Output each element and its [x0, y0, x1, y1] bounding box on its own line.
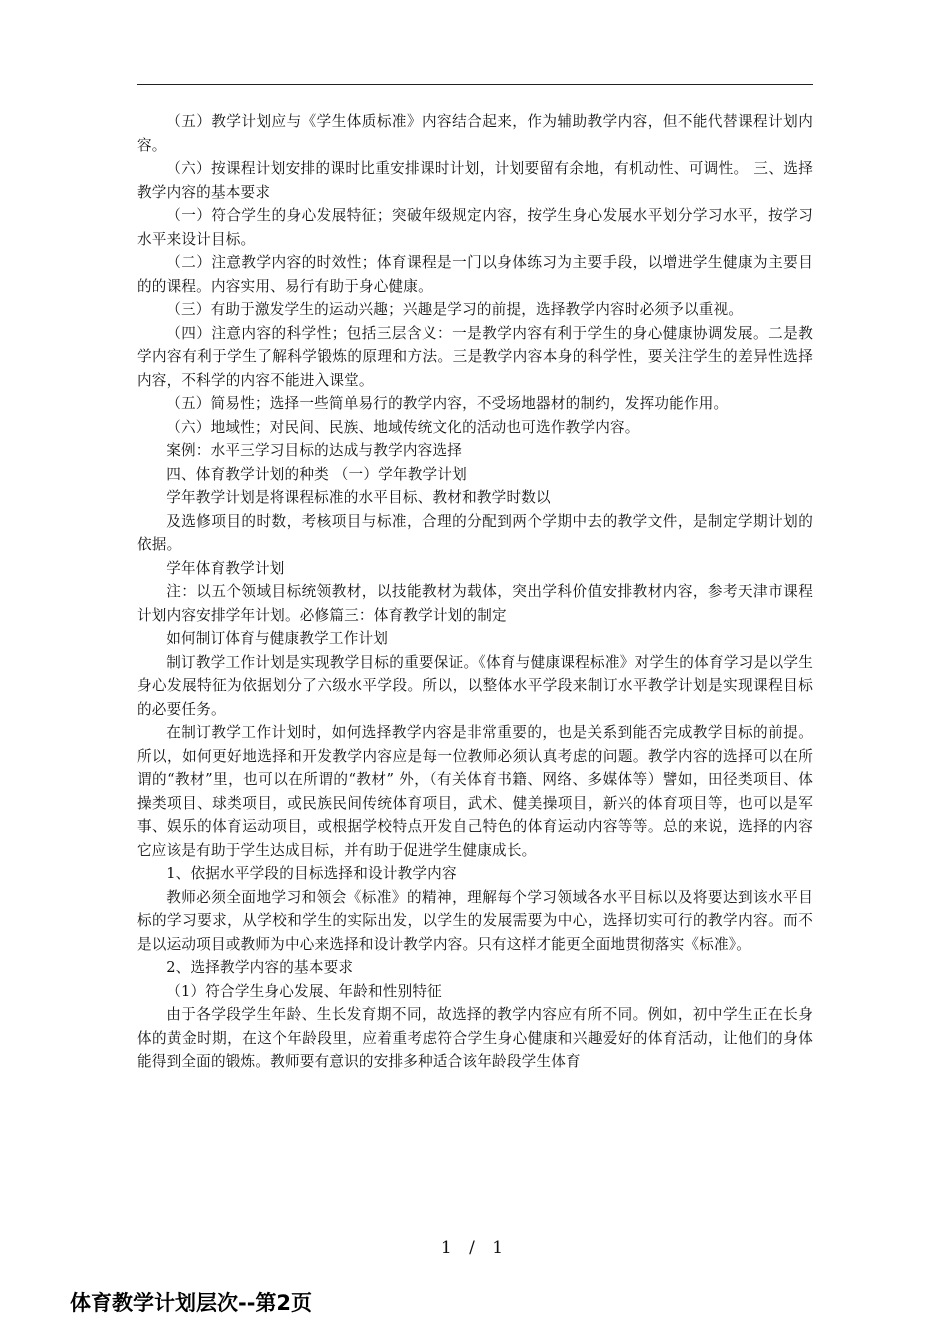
footer-title: 体育教学计划层次--第2页	[70, 1291, 313, 1315]
paragraph: 学年教学计划是将课程标准的水平目标、教材和教学时数以	[166, 489, 551, 506]
paragraph: 学年体育教学计划	[166, 559, 285, 577]
paragraph: 注：以五个领域目标统领教材，以技能教材为载体，突出学科价值安排教材内容，参考天津市课程计划内容安排学年计划。必修篇三：体育教学计划的制定	[137, 583, 813, 624]
paragraph: 制订教学工作计划是实现教学目标的重要保证。《体育与健康课程标准》对学生的体育学习是以学生身心发展特征为依据划分了六级水平学段。所以，以整体水平学段来制订水平教学计划是实现课程目标的必要任务。	[137, 653, 813, 718]
paragraph: （四）注意内容的科学性；包括三层含义：一是教学内容有利于学生的身心健康协调发展。二是教学内容有利于学生了解科学锻炼的原理和方法。三是教学内容本身的科学性，要关注学生的差异性选择内容，不科学的内容不能进入课堂。	[137, 324, 813, 389]
page-number: 1 / 1	[440, 1238, 510, 1258]
paragraph: 及选修项目的时数，考核项目与标准，合理的分配到两个学期中去的教学文件，是制定学期计划的依据。	[137, 512, 813, 553]
paragraph: （六）地域性；对民间、民族、地域传统文化的活动也可选作教学内容。	[166, 418, 640, 436]
section-heading: 四、体育教学计划的种类 （一）学年教学计划	[166, 465, 467, 483]
paragraph: （一）符合学生的身心发展特征；突破年级规定内容，按学生身心发展水平划分学习水平，按学习水平来设计目标。	[137, 207, 813, 248]
paragraph: （二）注意教学内容的时效性；体育课程是一门以身体练习为主要手段，以增进学生健康为主要目的的课程。内容实用、易行有助于身心健康。	[137, 254, 813, 295]
paragraph: （六）按课程计划安排的课时比重安排课时计划，计划要留有余地，有机动性、可调性。 三、选择教学内容的基本要求	[137, 160, 813, 201]
paragraph: （1）符合学生身心发展、年龄和性别特征	[166, 982, 442, 1000]
document-body	[137, 110, 813, 1074]
header-rule	[137, 84, 813, 85]
paragraph: 2、选择教学内容的基本要求	[166, 959, 354, 976]
paragraph: （五）简易性；选择一些简单易行的教学内容，不受场地器材的制约，发挥功能作用。	[166, 395, 729, 412]
paragraph: 由于各学段学生年龄、生长发育期不同，故选择的教学内容应有所不同。例如，初中学生正在长身体的黄金时期，在这个年龄段里，应着重考虑符合学生身心健康和兴趣爱好的体育活动，让他们的身体能得到全面的锻炼。教师要有意识的安排多种适合该年龄段学生体育	[137, 1006, 813, 1070]
paragraph: （三）有助于激发学生的运动兴趣；兴趣是学习的前提，选择教学内容时必须予以重视。	[166, 301, 744, 318]
paragraph: （五）教学计划应与《学生体质标准》内容结合起来，作为辅助教学内容，但不能代替课程计划内容。	[137, 113, 813, 154]
paragraph: 案例：水平三学习目标的达成与教学内容选择	[166, 442, 463, 459]
paragraph: 1、依据水平学段的目标选择和设计教学内容	[166, 865, 457, 882]
paragraph: 在制订教学工作计划时，如何选择教学内容是非常重要的，也是关系到能否完成教学目标的前提。所以，如何更好地选择和开发教学内容应是每一位教师必须认真考虑的问题。教学内容的选择可以在所谓的“教材”里，也可以在所谓的“教材” 外，（有关体育书籍、网络、多媒体等）譬如，田径类项目、体操类项目、球类项目，或民族民间传统体育项目，武术、健美操项目，新兴的体育项目等，也可以是军事、娱乐的体育运动项目，或根据学校特点开发自己特色的体育运动内容等等。总的来说，选择的内容它应该是有助于学生达成目标，并有助于促进学生健康成长。	[137, 724, 813, 859]
paragraph: 如何制订体育与健康教学工作计划	[166, 630, 389, 647]
paragraph: 教师必须全面地学习和领会《标准》的精神，理解每个学习领域各水平目标以及将要达到该水平目标的学习要求，从学校和学生的实际出发，以学生的发展需要为中心，选择切实可行的教学内容。而不是以运动项目或教师为中心来选择和设计教学内容。只有这样才能更全面地贯彻落实《标准》。	[137, 888, 813, 953]
